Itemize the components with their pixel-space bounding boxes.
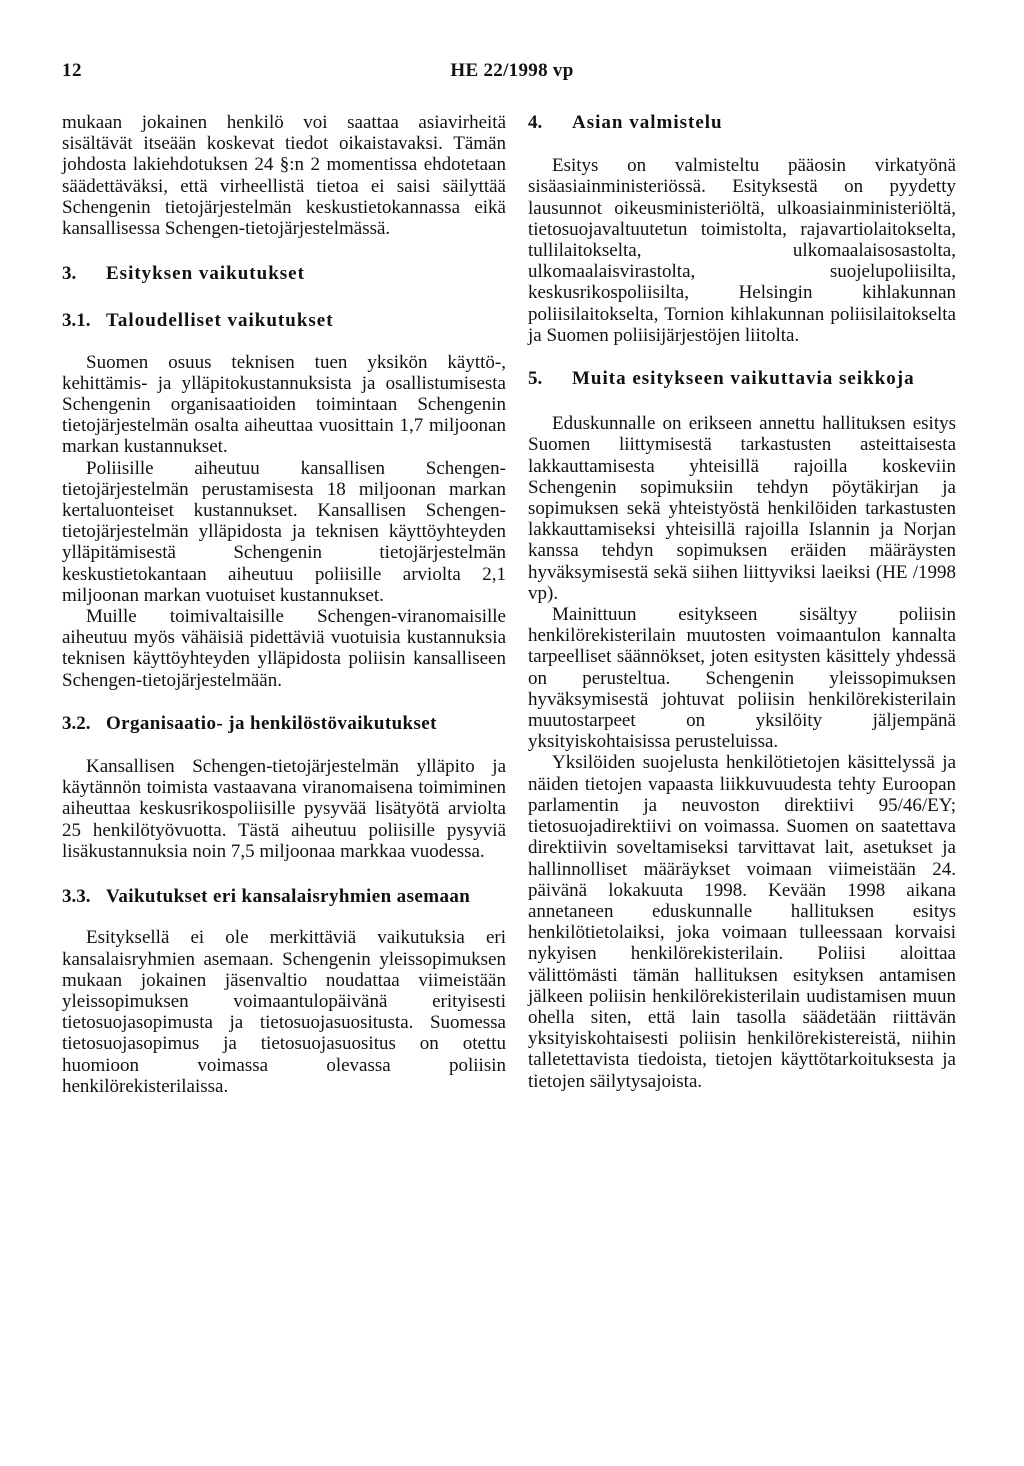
paragraph: Yksilöiden suojelusta henkilötietojen käsittelyssä ja näiden tietojen vapaasta liikkuvuudesta tehty Euroopan parlamentin ja neuvoston direktiivi 95/46/EY; tietosuojadirektiivi on voimassa. Suomen on saatettava direktiivin soveltamiseksi tarvittavat lait, asetukset ja hallinnolliset määräykset voimaan viimeistään 24. päivänä lokakuuta 1998. Kevään 1998 aikana annetaneen eduskunnalle hallituksen esitys henkilötietolaiksi, joka voimaan tulleessaan korvaisi nykyisen henkilörekisterilain. Poliisi aloittaa välittömästi tämän hallituksen esityksen antamisen jälkeen poliisin henkilörekisterilain uudistamisen muun ohella siten, että lain tasolla säädetään riittävän yksityiskohtaisesti poliisin henkilörekistereistä, niihin talletettavista tiedoista, tietojen käyttötarkoituksesta ja tietojen säilytysajoista. bbox=[528, 752, 956, 1092]
paragraph: Kansallisen Schengen-tietojärjestelmän ylläpito ja käytännön toimista vastaavana viranomaisena toimiminen aiheuttaa keskusrikospoliisille pysyvää lisätyötä arviolta 25 henkilötyövuotta. Tästä aiheutuu poliisille pysyviä lisäkustannuksia noin 7,5 miljoonaa markkaa vuodessa. bbox=[62, 756, 506, 862]
right-column bbox=[528, 112, 956, 1092]
paragraph: Muille toimivaltaisille Schengen-viranomaisille aiheutuu myös vähäisiä pidettäviä vuotuisia kustannuksia teknisen käyttöyhteyden ylläpidosta poliisin kansalliseen Schengen-tietojärjestelmään. bbox=[62, 606, 506, 691]
paragraph: Eduskunnalle on erikseen annettu hallituksen esitys Suomen liittymisestä tarkastusten asteittaisesta lakkauttamisesta yhteisillä rajoilla koskeviin Schengenin sopimuksiin tehdyn pöytäkirjan ja sopimuksen sekä yhteistyöstä henkilöiden tarkastusten lakkauttamiseksi yhteisillä rajoilla Islannin ja Norjan kanssa tehdyn sopimuksen eräiden määräysten hyväksymisestä sekä siihen liittyviksi laeiksi (HE /1998 vp). bbox=[528, 413, 956, 604]
section-title: Esityksen vaikutukset bbox=[106, 263, 305, 285]
section-3-3-heading bbox=[62, 886, 506, 907]
section-title: Muita esitykseen vaikuttavia seikkoja bbox=[572, 368, 915, 390]
intro-paragraph: mukaan jokainen henkilö voi saattaa asiavirheitä sisältävät itseään koskevat tiedot oikaistavaksi. Tämän johdosta lakiehdotuksen 24 §:n 2 momentissa ehdotetaan säädettäväksi, että virheellistä tietoa ei saisi säilyttää Schengenin tietojärjestelmän keskustietokannassa eikä kansallisessa Schengen-tietojärjestelmässä. bbox=[62, 112, 506, 240]
paragraph: Esitys on valmisteltu pääosin virkatyönä sisäasiainministeriössä. Esityksestä on pyydetty lausunnot oikeusministeriöltä, ulkoasiainministeriöltä, tietosuojavaltuutetun toimistolta, rajavartiolaitokselta, tullilaitokselta, ulkomaalaisosastolta, ulkomaalaisvirastolta, suojelupoliisilta, keskusrikospoliisilta, Helsingin kihlakunnan poliisilaitokselta, Tornion kihlakunnan poliisilaitokselta ja Suomen poliisijärjestöjen liitolta. bbox=[528, 155, 956, 346]
section-number: 5. bbox=[528, 368, 543, 390]
section-4-heading bbox=[528, 112, 956, 133]
section-title: Taloudelliset vaikutukset bbox=[106, 310, 334, 332]
left-column bbox=[62, 112, 506, 1097]
page-number: 12 bbox=[62, 60, 82, 81]
section-3-2-heading bbox=[62, 713, 506, 734]
section-number: 4. bbox=[528, 112, 543, 133]
section-number: 3.2. bbox=[62, 712, 91, 734]
section-number: 3.3. bbox=[62, 886, 91, 908]
section-5-heading bbox=[528, 368, 956, 389]
section-3-1-heading bbox=[62, 310, 506, 331]
paragraph: Mainittuun esitykseen sisältyy poliisin henkilörekisterilain muutosten voimaantulon kannalta tarpeelliset säännökset, joten esitysten käsittely yhdessä on perusteltua. Schengenin yleissopimuksen hyväksymisestä johtuvat poliisin henkilörekisterilain muutostarpeet on yksilöity jäljempänä yksityiskohtaisissa perusteluissa. bbox=[528, 604, 956, 753]
section-title: Vaikutukset eri kansalaisryhmien asemaan bbox=[106, 886, 471, 908]
paragraph: Esityksellä ei ole merkittäviä vaikutuksia eri kansalaisryhmien asemaan. Schengenin yleissopimuksen mukaan jokainen jäsenvaltio noudattaa viimeistään yleissopimuksen voimaantulopäivänä erityisesti tietosuojasopimusta ja tietosuojasuositusta. Suomessa tietosuojasopimus ja tietosuojasuositus on otettu huomioon voimassa olevassa poliisin henkilörekisterilaissa. bbox=[62, 927, 506, 1097]
section-title: Organisaatio- ja henkilöstövaikutukset bbox=[106, 712, 437, 734]
section-title: Asian valmistelu bbox=[572, 112, 723, 133]
paragraph: Poliisille aiheutuu kansallisen Schengen-tietojärjestelmän perustamisesta 18 miljoonan markan kertaluonteiset kustannukset. Kansallisen Schengen-tietojärjestelmän ylläpidosta ja teknisen käyttöyhteyden ylläpitämisestä Schengenin tietojärjestelmän keskustietokantaan aiheutuu poliisille arviolta 2,1 miljoonan markan vuotuiset kustannukset. bbox=[62, 457, 506, 606]
running-header-title: HE 22/1998 vp bbox=[450, 60, 574, 81]
section-number: 3. bbox=[62, 263, 77, 285]
paragraph: Suomen osuus teknisen tuen yksikön käyttö-, kehittämis- ja ylläpitokustannuksista ja osallistumisesta Schengenin organisaatioiden toimintaan Schengenin tietojärjestelmän osalta aiheuttaa vuosittain 1,7 miljoonan markan kustannukset. bbox=[62, 351, 506, 458]
section-3-heading bbox=[62, 263, 506, 284]
section-number: 3.1. bbox=[62, 310, 91, 332]
